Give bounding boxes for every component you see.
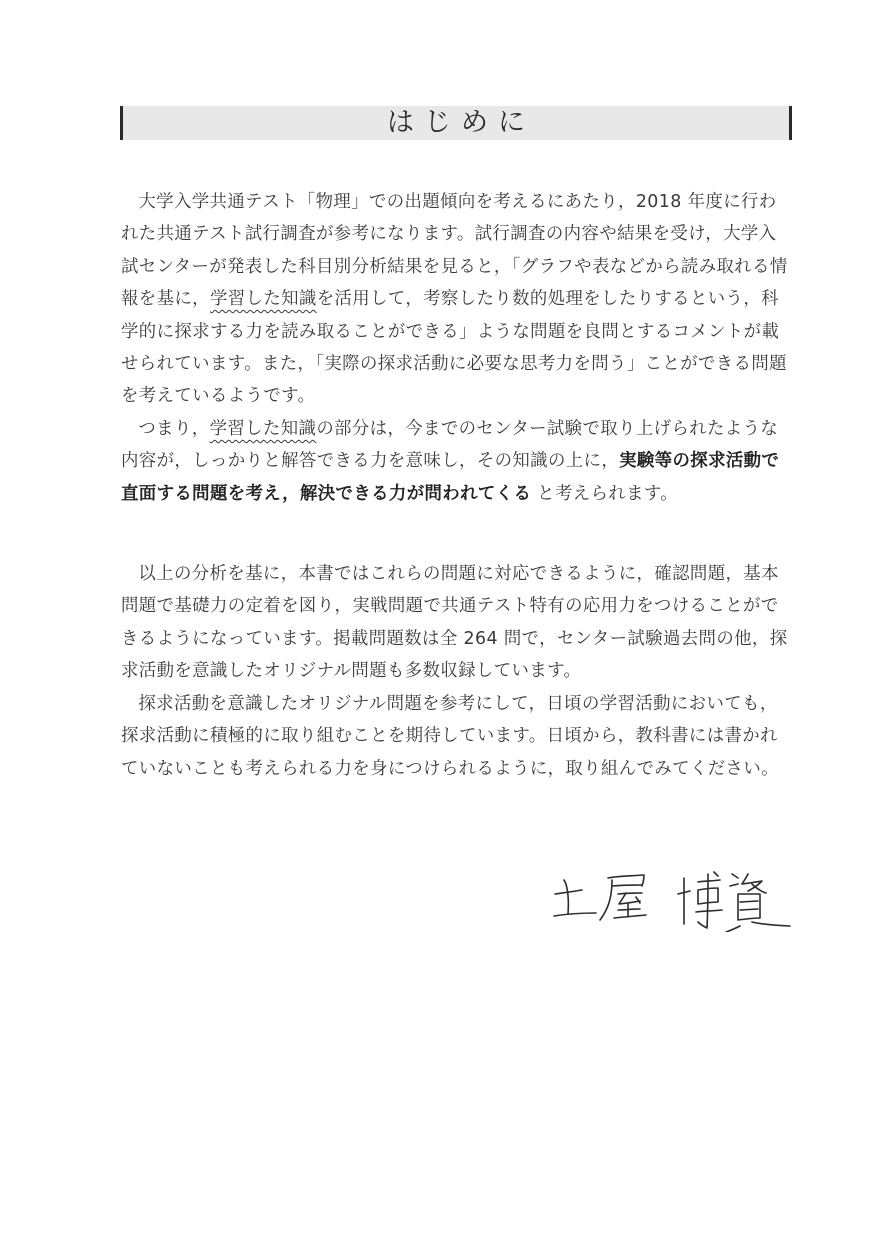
paragraph-2-text-a: つまり， [138, 418, 210, 439]
paragraph-2-text-c: と考えられます。 [531, 483, 679, 504]
paragraph-2 [121, 413, 793, 510]
bold-phrase: 実験等の探求活動で直面する問題を考え，解決できる力が問われてくる [121, 451, 780, 504]
paragraph-1 [121, 186, 793, 413]
paragraph-gap [121, 510, 793, 558]
paragraph-1-text-a: 大学入学共通テスト「物理」での出題傾向を考えるにあたり，2018 年度に行われた共通テスト試行調査が参考になります。試行調査の内容や結果を受け，大学入試センターが発表した科目別分析結果を見ると，「グラフや表などから読み取れる情報を基に， [121, 192, 788, 310]
paragraph-2-text-b: の部分は，今までのセンター試験で取り上げられたような内容が，しっかりと解答できる力を意味し，その知識の上に， [121, 418, 779, 472]
title-bar [120, 106, 792, 140]
paragraph-1-text-b: を活用して，考察したり数的処理をしたりするという，科学的に探求する力を読み取ることができる」ような問題を良問とするコメントが載せられています。また，「実際の探求活動に必要な思考力を問う」ことができる問題を考えているようです。 [121, 289, 787, 407]
underlined-phrase: 学習した知識 [209, 289, 317, 310]
body-text [121, 186, 793, 785]
paragraph-3: 以上の分析を基に，本書ではこれらの問題に対応できるように，確認問題，基本問題で基礎力の定着を図り，実戦問題で共通テスト特有の応用力をつけることができるようになっています。掲載問題数は全 264 問で，センター試験過去問の他，探求活動を意識したオリジナル問題も多数収録しています。 [121, 564, 788, 682]
author-signature [552, 866, 798, 932]
paragraph-4: 探求活動を意識したオリジナル問題を参考にして，日頃の学習活動においても，探求活動に積極的に取り組むことを期待しています。日頃から，教科書には書かれていないことも考えられる力を身につけられるように，取り組んでみてください。 [121, 693, 779, 779]
page-title: はじめに [387, 107, 535, 138]
signature-image [552, 866, 798, 932]
underlined-phrase: 学習した知識 [209, 418, 317, 439]
